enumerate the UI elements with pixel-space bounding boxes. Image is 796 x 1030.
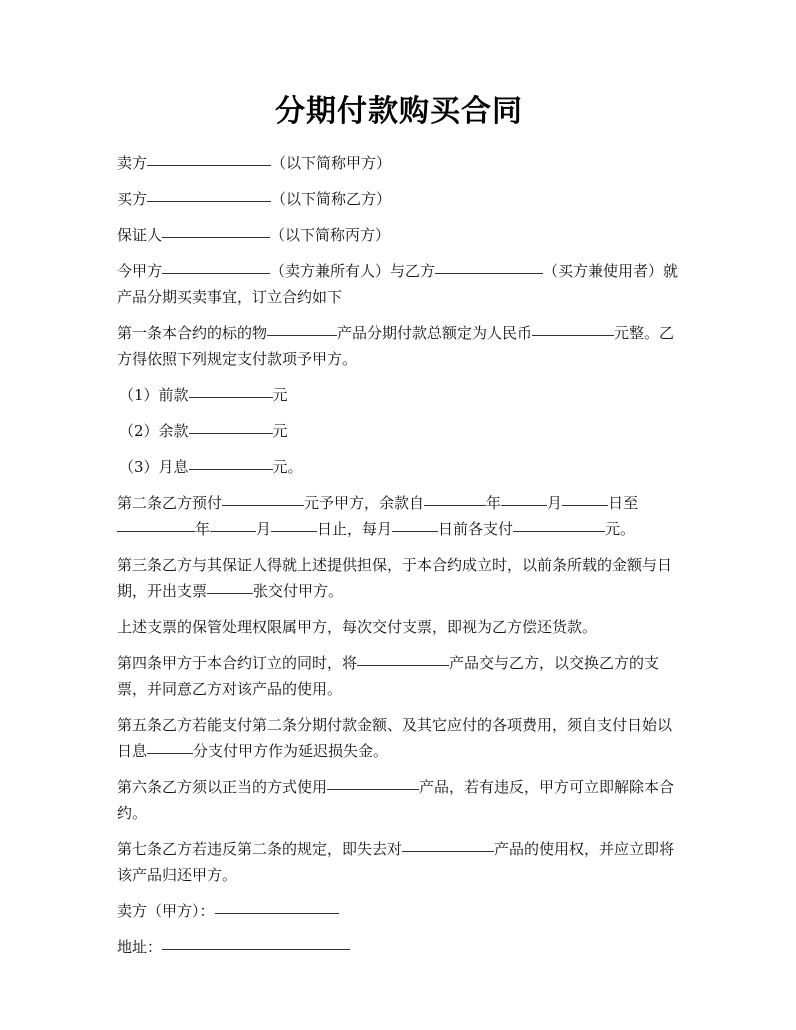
article-5-blank-rate [147,752,193,754]
article-2-blank-end-day [271,530,317,532]
article-3 [117,552,681,604]
item-down-payment [117,382,681,408]
article-1 [117,320,681,372]
guarantor-line [117,222,681,248]
item-down-payment-unit: 元 [272,386,288,404]
article-2-text-4: 月 [547,494,563,512]
buyer-label: 买方 [117,190,148,208]
item-down-payment-blank [189,396,273,398]
signature-seller-label: 卖方（甲方）： [117,902,215,920]
intro-text-3: （买方兼使用者）就产品分期买卖事宜，订立合约如下 [117,262,679,306]
buyer-blank [147,200,271,202]
article-2-text-1: 第二条乙方预付 [117,494,223,512]
article-2-text-8: 日止，每月 [317,520,393,538]
signature-address-blank [162,948,350,950]
article-7-text-2: 产品的使用权，并应立即将该产品归还甲方。 [117,840,675,884]
article-2-text-5: 日至 [608,494,639,512]
guarantor-suffix: （以下简称丙方） [270,226,391,244]
item-monthly-interest-unit: 元。 [272,458,303,476]
article-7 [117,836,681,888]
article-1-text-1: 第一条本合约的标的物 [117,324,268,342]
buyer-line [117,186,681,212]
article-2-blank-pay-day [392,530,438,532]
article-2-blank-start-year [424,504,486,506]
article-2-text-7: 月 [256,520,272,538]
item-monthly-interest [117,454,681,480]
article-4 [117,650,681,702]
guarantor-blank [162,236,270,238]
article-2 [117,490,681,542]
item-balance-unit: 元 [272,422,288,440]
article-1-blank-item [267,334,337,336]
signature-address-label: 地址： [117,938,163,956]
article-3-blank-checks [207,592,253,594]
article-2-text-10: 元。 [605,520,636,538]
article-6-blank-product [327,788,419,790]
intro-blank-buyer [435,272,543,274]
article-4-text-1: 第四条甲方于本合约订立的同时，将 [117,654,358,672]
article-2-blank-start-day [562,504,608,506]
article-3-text-1: 第三条乙方与其保证人得就上述提供担保，于本合约成立时，以前条所载的金额与日期，开出支票 [117,556,673,600]
article-2-text-9: 日前各支付 [438,520,514,538]
article-5-text-2: 分支付甲方作为延迟损失金。 [193,742,389,760]
article-7-blank-product [402,850,494,852]
signature-address [117,934,681,960]
article-2-blank-prepay [222,504,304,506]
check-note: 上述支票的保管处理权限属甲方，每次交付支票，即视为乙方偿还货款。 [117,618,598,636]
guarantor-label: 保证人 [117,226,163,244]
item-balance [117,418,681,444]
article-3-text-2: 张交付甲方。 [253,582,344,600]
article-2-blank-end-month [210,530,256,532]
intro-text-1: 今甲方 [117,262,163,280]
signature-seller-blank [215,912,339,914]
seller-blank [147,164,271,166]
intro-blank-seller [162,272,270,274]
item-monthly-interest-label: （3）月息 [119,458,189,476]
buyer-suffix: （以下简称乙方） [271,190,392,208]
intro-text-2: （卖方兼所有人）与乙方 [270,262,436,280]
item-down-payment-label: （1）前款 [119,386,189,404]
seller-suffix: （以下简称甲方） [271,154,392,172]
article-4-blank-product [357,664,449,666]
item-balance-blank [189,432,273,434]
seller-label: 卖方 [117,154,148,172]
article-6-text-2: 产品，若有违反，甲方可立即解除本合约。 [117,778,675,822]
article-2-text-6: 年 [195,520,211,538]
item-monthly-interest-blank [189,468,273,470]
article-1-blank-amount [532,334,614,336]
article-5 [117,712,681,764]
article-2-blank-end-year [117,530,195,532]
article-2-text-3: 年 [486,494,502,512]
article-4-text-2: 产品交与乙方，以交换乙方的支票，并同意乙方对该产品的使用。 [117,654,660,698]
article-5-text-1: 第五条乙方若能支付第二条分期付款金额、及其它应付的各项费用，须自支付日始以日息 [117,716,673,760]
article-2-blank-installment [513,530,605,532]
document-title: 分期付款购买合同 [275,94,523,129]
seller-line [117,150,681,176]
item-balance-label: （2）余款 [119,422,189,440]
article-7-text-1: 第七条乙方若违反第二条的规定，即失去对 [117,840,403,858]
article-2-blank-start-month [501,504,547,506]
article-2-text-2: 元予甲方，余款自 [304,494,425,512]
intro-paragraph [117,258,681,310]
article-6-text-1: 第六条乙方须以正当的方式使用 [117,778,328,796]
article-6 [117,774,681,826]
signature-seller [117,898,681,924]
article-1-text-3: 元整。乙方得依照下列规定支付款项予甲方。 [117,324,675,368]
article-1-text-2: 产品分期付款总额定为人民币 [337,324,533,342]
